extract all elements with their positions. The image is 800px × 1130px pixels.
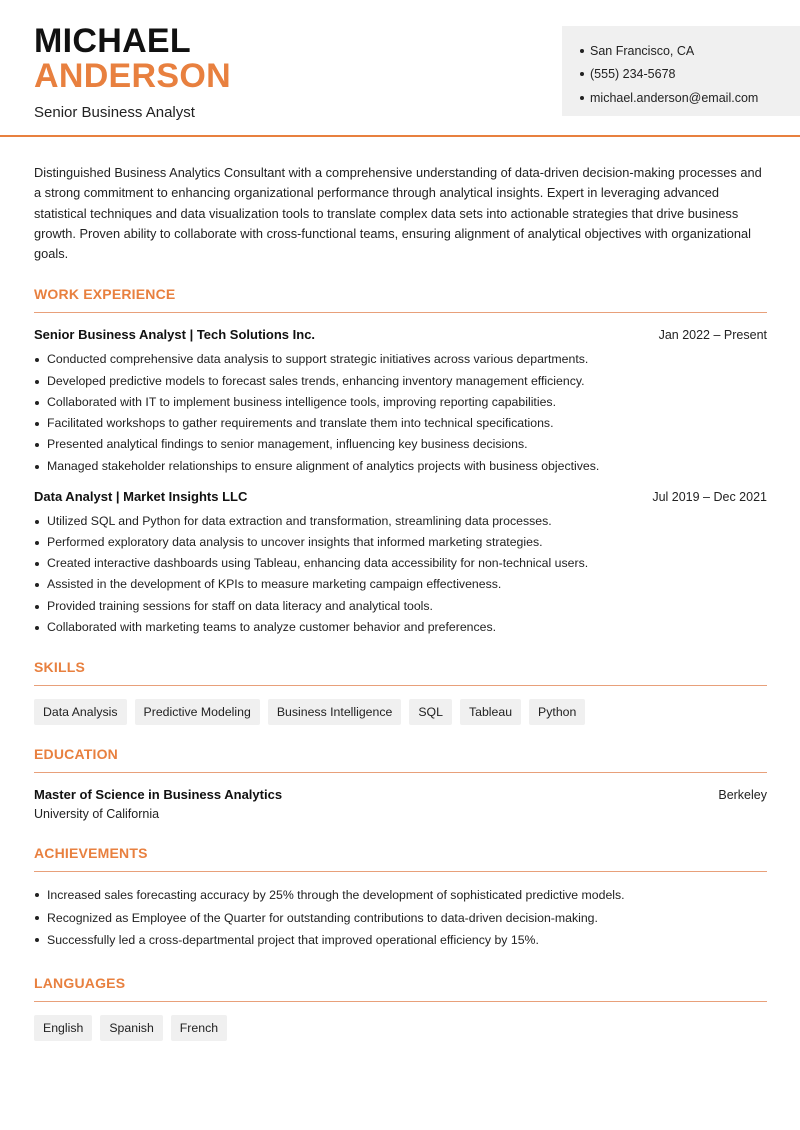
list-item: Assisted in the development of KPIs to measure marketing campaign effectiveness. [34, 574, 767, 595]
skill-tag: Predictive Modeling [135, 699, 260, 725]
skill-tag: SQL [409, 699, 452, 725]
skill-tag: Tableau [460, 699, 521, 725]
language-tag: French [171, 1015, 227, 1041]
section-title-education: EDUCATION [34, 746, 767, 773]
list-item: Utilized SQL and Python for data extraction and transformation, streamlining data processes. [34, 511, 767, 532]
bullet-icon [580, 72, 584, 76]
first-name: MICHAEL [34, 22, 191, 60]
section-title-skills: SKILLS [34, 659, 767, 686]
list-item: Created interactive dashboards using Tableau, enhancing data accessibility for non-technical users. [34, 553, 767, 574]
resume-header [0, 0, 800, 137]
job-role: Senior Business Analyst | Tech Solutions Inc. [34, 327, 316, 343]
skill-tag: Python [529, 699, 585, 725]
list-item: Performed exploratory data analysis to uncover insights that informed marketing strategies. [34, 532, 767, 553]
education-location: Berkeley [718, 787, 767, 802]
education-row [34, 787, 767, 802]
contact-phone [580, 63, 800, 87]
phone-text: (555) 234-5678 [590, 67, 676, 82]
list-item: Developed predictive models to forecast sales trends, enhancing inventory management efficiency. [34, 371, 767, 392]
job-bullets [34, 511, 767, 638]
language-tag: Spanish [100, 1015, 162, 1041]
list-item: Conducted comprehensive data analysis to support strategic initiatives across various departments. [34, 349, 767, 370]
job-title: Senior Business Analyst [34, 104, 195, 121]
location-text: San Francisco, CA [590, 43, 695, 58]
language-tag: English [34, 1015, 92, 1041]
list-item: Successfully led a cross-departmental project that improved operational efficiency by 15%. [34, 929, 767, 952]
work-section [34, 286, 767, 637]
skill-tag: Data Analysis [34, 699, 127, 725]
contact-email [580, 86, 800, 110]
section-title-achievements: ACHIEVEMENTS [34, 845, 767, 872]
education-section [34, 746, 767, 821]
list-item: Increased sales forecasting accuracy by 25% through the development of sophisticated predictive models. [34, 884, 767, 907]
list-item: Provided training sessions for staff on data literacy and analytical tools. [34, 596, 767, 617]
achievements-list [34, 884, 767, 952]
achievements-section [34, 845, 767, 952]
job-dates: Jul 2019 – Dec 2021 [652, 489, 767, 504]
summary: Distinguished Business Analytics Consultant with a comprehensive understanding of data-driven decision-making processes and a strong commitment to enhancing organizational performance through analytical insights. Expert in leveraging advanced statistical techniques and data visualization tools to translate complex data sets into actionable strategies that drive business growth. Proven ability to collaborate with cross-functional teams, ensuring alignment of analytical objectives with organizational goals. [34, 165, 762, 262]
contact-box [562, 26, 800, 116]
contact-location [580, 39, 800, 63]
list-item: Collaborated with marketing teams to analyze customer behavior and preferences. [34, 617, 767, 638]
list-item: Recognized as Employee of the Quarter for outstanding contributions to data-driven decision-making. [34, 907, 767, 930]
list-item: Managed stakeholder relationships to ensure alignment of analytics projects with business objectives. [34, 456, 767, 477]
email-text: michael.anderson@email.com [590, 90, 759, 105]
last-name: ANDERSON [34, 57, 231, 95]
job-entry [34, 327, 767, 476]
resume-body [0, 163, 800, 1041]
education-entry [34, 787, 767, 821]
skill-tag: Business Intelligence [268, 699, 402, 725]
language-tags [34, 1015, 767, 1041]
section-title-languages: LANGUAGES [34, 975, 767, 1002]
education-school: University of California [34, 806, 160, 821]
skills-section [34, 659, 767, 725]
job-header [34, 327, 767, 342]
job-entry [34, 489, 767, 638]
bullet-icon [580, 49, 584, 53]
job-dates: Jan 2022 – Present [658, 328, 767, 343]
section-title-work: WORK EXPERIENCE [34, 286, 767, 313]
languages-section [34, 975, 767, 1041]
bullet-icon [580, 96, 584, 100]
skills-tags [34, 699, 767, 725]
education-degree: Master of Science in Business Analytics [34, 786, 283, 802]
job-bullets [34, 349, 767, 476]
list-item: Facilitated workshops to gather requirements and translate them into technical specifications. [34, 413, 767, 434]
job-header [34, 489, 767, 504]
list-item: Presented analytical findings to senior management, influencing key business decisions. [34, 434, 767, 455]
name-block [34, 24, 231, 121]
list-item: Collaborated with IT to implement business intelligence tools, improving reporting capabilities. [34, 392, 767, 413]
job-role: Data Analyst | Market Insights LLC [34, 488, 248, 504]
